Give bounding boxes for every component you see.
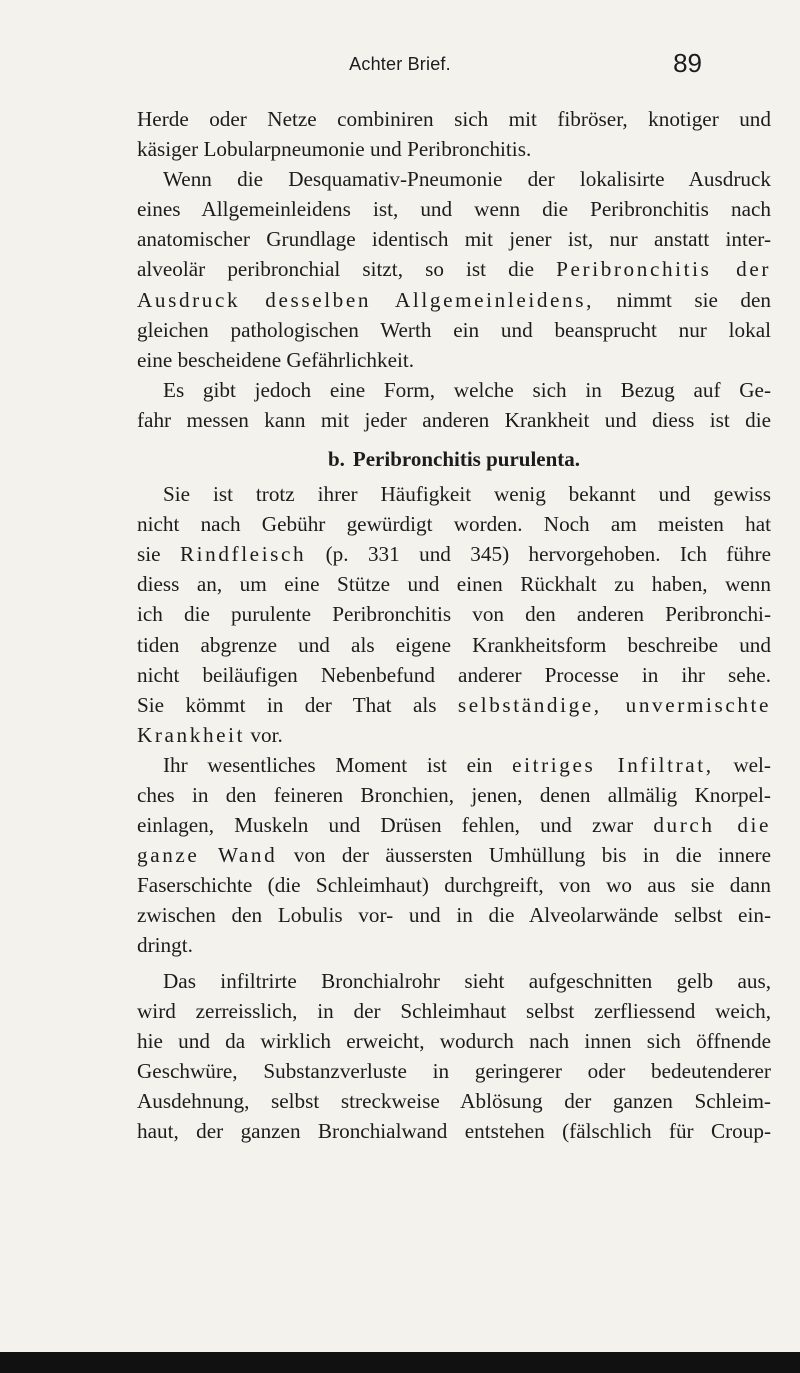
text-run: (p. 331 und 345) hervorgehoben. Ich führe <box>325 542 772 567</box>
text-run: alveolär peribronchial sitzt, so ist die <box>137 257 535 282</box>
text-line: Das infiltrirte Bronchialrohr sieht aufgeschnitten gelb aus, <box>163 968 771 993</box>
emphasized-text: Ausdruck desselben Allgemeinleidens, <box>137 287 594 312</box>
text-line: Sie ist trotz ihrer Häufigkeit wenig bekannt und gewiss <box>163 482 771 507</box>
text-line <box>137 840 771 870</box>
text-line: dringt. <box>137 933 193 958</box>
text-line <box>137 690 771 720</box>
text-line: hie und da wirklich erweicht, wodurch nach innen sich öffnende <box>137 1028 771 1053</box>
text-line: fahr messen kann mit jeder anderen Krankheit und diess ist die <box>137 407 771 432</box>
text-line: ich die purulente Peribronchitis von den anderen Peribronchi- <box>137 602 771 627</box>
emphasized-text: durch die <box>653 813 772 838</box>
text-line: Ausdehnung, selbst streckweise Ablösung der ganzen Schleim- <box>137 1088 771 1113</box>
text-line <box>137 539 771 569</box>
text-line: diess an, um eine Stütze und einen Rückhalt zu haben, wenn <box>137 572 771 597</box>
text-line <box>137 285 771 315</box>
section-mark: b. <box>327 447 345 472</box>
text-line: ches in den feineren Bronchien, jenen, denen allmälig Knorpel- <box>137 782 771 807</box>
author-name: Rindfleisch <box>179 542 307 567</box>
text-run: wel- <box>733 752 771 777</box>
scan-bottom-edge <box>0 1352 800 1373</box>
running-title: Achter Brief. <box>349 54 451 74</box>
text-run: einlagen, Muskeln und Drüsen fehlen, und zwar <box>137 813 634 838</box>
text-line: Wenn die Desquamativ-Pneumonie der lokalisirte Ausdruck <box>163 167 771 192</box>
text-line: gleichen pathologischen Werth ein und beansprucht nur lokal <box>137 317 771 342</box>
emphasized-text: Peribronchitis der <box>556 257 771 282</box>
text-line: käsiger Lobularpneumonie und Peribronchitis. <box>137 137 532 162</box>
text-line: Herde oder Netze combiniren sich mit fibröser, knotiger und <box>137 107 771 131</box>
emphasized-text: selbständige, unvermischte <box>457 692 772 717</box>
emphasized-text: ganze Wand <box>137 843 278 868</box>
text-line: zwischen den Lobulis vor- und in die Alveolarwände selbst ein- <box>137 903 771 928</box>
emphasized-text: eitriges Infiltrat, <box>512 752 714 777</box>
text-line: Es gibt jedoch eine Form, welche sich in Bezug auf Ge- <box>163 377 771 402</box>
text-run: sie <box>137 542 161 567</box>
text-line <box>137 254 771 284</box>
text-run: Ihr wesentliches Moment ist ein <box>163 752 493 777</box>
emphasized-text: Krankheit <box>137 722 246 747</box>
body-text <box>137 104 771 1146</box>
page-header <box>0 48 800 88</box>
text-line: wird zerreisslich, in der Schleimhaut selbst zerfliessend weich, <box>137 998 771 1023</box>
text-line <box>137 720 771 750</box>
text-line: eines Allgemeinleidens ist, und wenn die Peribronchitis nach <box>137 197 771 222</box>
text-line: tiden abgrenze und als eigene Krankheitsform beschreibe und <box>137 632 771 657</box>
text-line <box>137 810 771 840</box>
text-line: Faserschichte (die Schleimhaut) durchgreift, von wo aus sie dann <box>137 873 771 898</box>
section-heading <box>137 444 771 474</box>
text-line: anatomischer Grundlage identisch mit jener ist, nur anstatt inter- <box>137 227 771 252</box>
text-line <box>137 750 771 780</box>
text-line: Geschwüre, Substanzverluste in geringerer oder bedeutenderer <box>137 1058 771 1083</box>
section-title: Peribronchitis purulenta. <box>352 447 581 472</box>
text-run: nimmt sie den <box>616 287 771 312</box>
text-run: von der äussersten Umhüllung bis in die innere <box>293 843 771 868</box>
page-number: 89 <box>673 48 702 78</box>
text-line: nicht nach Gebühr gewürdigt worden. Noch am meisten hat <box>137 512 771 537</box>
text-line: haut, der ganzen Bronchialwand entstehen (fälschlich für Croup- <box>137 1119 771 1143</box>
text-line: eine bescheidene Gefährlichkeit. <box>137 347 415 372</box>
text-line: nicht beiläufigen Nebenbefund anderer Processe in ihr sehe. <box>137 662 771 687</box>
text-run: Sie kömmt in der That als <box>137 692 437 717</box>
text-run: vor. <box>250 722 283 747</box>
